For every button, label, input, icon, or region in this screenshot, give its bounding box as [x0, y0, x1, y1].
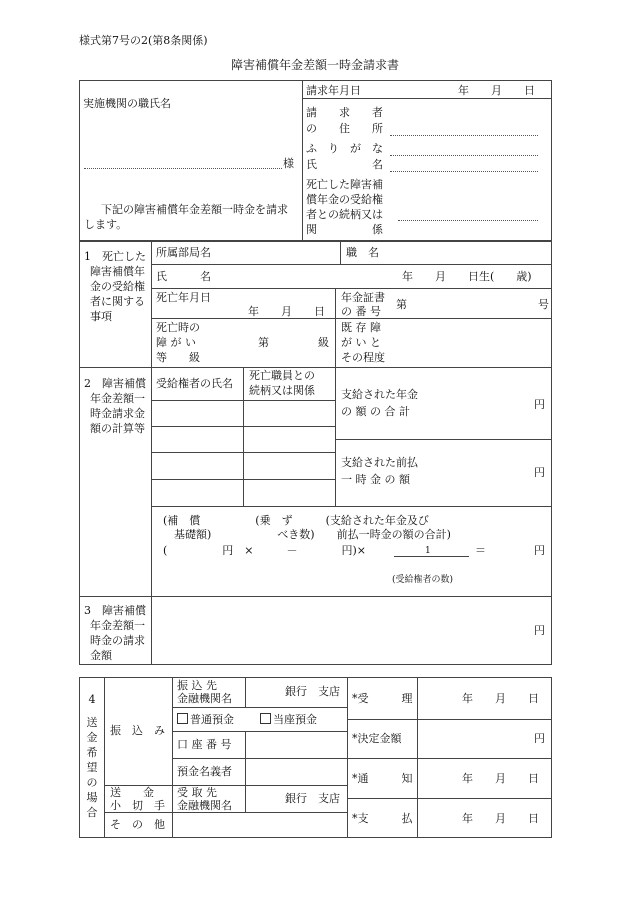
- savings-checkbox[interactable]: [177, 713, 188, 724]
- grade-kyu: 級: [318, 336, 329, 349]
- savings-label: 普通預金: [190, 713, 234, 726]
- decided-label: *決定金額: [352, 732, 402, 745]
- received-label: *受 理: [352, 692, 413, 705]
- col-relation-2: 続柄又は関係: [249, 384, 315, 397]
- sec4-heading-char: 場: [86, 791, 98, 804]
- bank-label-1: 振 込 先: [177, 679, 217, 692]
- paid-date[interactable]: 年 月 日: [462, 812, 539, 825]
- relation-field[interactable]: [398, 220, 538, 221]
- relation-label-2: 償年金の受給権: [306, 193, 383, 206]
- grade-label-1: 死亡時の: [156, 321, 200, 334]
- sec1-heading-4: 者に関する: [90, 295, 145, 308]
- paid-annuity-yen: 円: [534, 398, 545, 411]
- sec4-heading-char: の: [86, 776, 98, 789]
- existing-label-2: が い と: [341, 336, 381, 349]
- calc-one: 1: [425, 546, 431, 556]
- grade-label-3: 等 級: [156, 351, 200, 364]
- paid-advance-label-1: 支給された前払: [341, 456, 418, 469]
- sec3-yen: 円: [534, 624, 545, 637]
- recv-branch[interactable]: 銀行 支店: [285, 792, 340, 805]
- check-label-1: 送 金: [110, 786, 154, 799]
- checking-checkbox[interactable]: [260, 713, 271, 724]
- relation-label-4: 関 係: [306, 223, 383, 236]
- cert-dai: 第: [396, 298, 407, 311]
- sec1-heading-2: 障害補償年: [90, 265, 145, 278]
- sec1-heading-1: 1 死亡した: [84, 250, 146, 263]
- request-date-value[interactable]: 年 月 日: [458, 84, 535, 97]
- request-text-1: 下記の障害補償年金差額一時金を請求: [101, 203, 288, 216]
- form-number: 様式第7号の2(第8条関係): [79, 34, 208, 47]
- address-field[interactable]: [390, 135, 538, 136]
- cert-go: 号: [538, 298, 549, 311]
- calc-denominator: (受給権者の数): [392, 575, 454, 585]
- transfer-label: 振 込 み: [110, 724, 165, 737]
- calc-line-3: ( 円 × － 円)×: [163, 544, 367, 557]
- sec2-heading-2: 年金差額一: [90, 392, 145, 405]
- other-label: そ の 他: [110, 818, 165, 831]
- existing-label-1: 既 存 障: [341, 321, 381, 334]
- sec4-heading-char: 4: [88, 693, 96, 706]
- calc-line-2: 基礎額) べき数) 前払一時金の額の合計): [163, 528, 451, 541]
- savings-option[interactable]: [177, 713, 234, 727]
- existing-label-3: その程度: [341, 351, 385, 364]
- account-number-label: 口 座 番 号: [177, 738, 232, 751]
- relation-label-1: 死亡した障害補: [306, 178, 383, 191]
- sec4-heading-char: 金: [86, 731, 98, 744]
- claimant-name-label: 氏 名: [306, 158, 383, 171]
- claimant-address-label-2: の 住 所: [306, 122, 383, 135]
- sec1-heading-3: 金の受給権: [90, 280, 145, 293]
- cert-label-2: の 番 号: [341, 305, 381, 318]
- check-label-2: 小 切 手: [110, 799, 165, 812]
- post-label: 職 名: [346, 246, 379, 259]
- fraction-line: [394, 556, 469, 557]
- calc-line-1: (補 償 (乗 ず (支給された年金及び: [163, 514, 429, 527]
- notified-date[interactable]: 年 月 日: [462, 772, 539, 785]
- recv-label-1: 受 取 先: [177, 786, 217, 799]
- sec3-heading-4: 金額: [90, 649, 112, 662]
- furigana-field[interactable]: [390, 155, 538, 156]
- claimant-name-field[interactable]: [390, 171, 538, 172]
- calc-yen: 円: [534, 544, 545, 557]
- relation-label-3: 者との続柄又は: [306, 208, 383, 221]
- sec4-heading: [84, 692, 100, 820]
- bank-label-2: 金融機関名: [177, 692, 232, 705]
- sama-label: 様: [283, 157, 294, 170]
- sec3-heading-3: 時金の請求: [90, 634, 145, 647]
- request-text-2: します。: [84, 218, 128, 231]
- sec4-heading-char: 望: [86, 761, 98, 774]
- form-title: 障害補償年金差額一時金請求書: [231, 58, 400, 72]
- calc-equals: ＝: [475, 544, 486, 557]
- deceased-name-label: 氏 名: [156, 270, 211, 283]
- checking-option[interactable]: [260, 713, 317, 727]
- furigana-label: ふ り が な: [306, 142, 383, 155]
- paid-advance-label-2: 一 時 金 の 額: [341, 473, 410, 486]
- cert-label-1: 年金証書: [341, 291, 385, 304]
- sec2-heading-3: 時金請求金: [90, 407, 145, 420]
- sec1-heading-5: 事項: [90, 310, 112, 323]
- sec3-heading-2: 年金差額一: [90, 619, 145, 632]
- sec4-heading-char: 希: [86, 746, 98, 759]
- claimant-address-label-1: 請 求 者: [306, 106, 383, 119]
- sec4-heading-char: 合: [86, 806, 98, 819]
- sec2-heading-4: 額の計算等: [90, 422, 145, 435]
- paid-annuity-label-1: 支給された年金: [341, 388, 418, 401]
- grade-dai: 第: [258, 336, 269, 349]
- col-holder-name: 受給権者の氏名: [156, 377, 233, 390]
- sec2-heading-1: 2 障害補償: [84, 377, 146, 390]
- notified-label: *通 知: [352, 772, 413, 785]
- account-holder-label: 預金名義者: [177, 765, 232, 778]
- paid-label: *支 払: [352, 812, 413, 825]
- sec4-heading-char: 送: [86, 716, 98, 729]
- paid-annuity-label-2: の 額 の 合 計: [341, 405, 410, 418]
- sec3-heading-1: 3 障害補償: [84, 604, 146, 617]
- birth-date-value[interactable]: 年 月 日生( 歳): [402, 270, 532, 283]
- recv-label-2: 金融機関名: [177, 799, 232, 812]
- col-relation-1: 死亡職員との: [249, 369, 315, 382]
- agency-head-label: 実施機関の職氏名: [83, 97, 171, 110]
- bank-branch[interactable]: 銀行 支店: [285, 685, 340, 698]
- received-date[interactable]: 年 月 日: [462, 692, 539, 705]
- dept-label: 所属部局名: [156, 246, 211, 259]
- request-date-label: 請求年月日: [306, 84, 361, 97]
- death-date-value[interactable]: 年 月 日: [248, 305, 325, 318]
- decided-yen: 円: [534, 732, 545, 745]
- paid-advance-yen: 円: [534, 466, 545, 479]
- grade-label-2: 障 が い: [156, 336, 196, 349]
- checking-label: 当座預金: [273, 713, 317, 726]
- death-date-label: 死亡年月日: [156, 291, 211, 304]
